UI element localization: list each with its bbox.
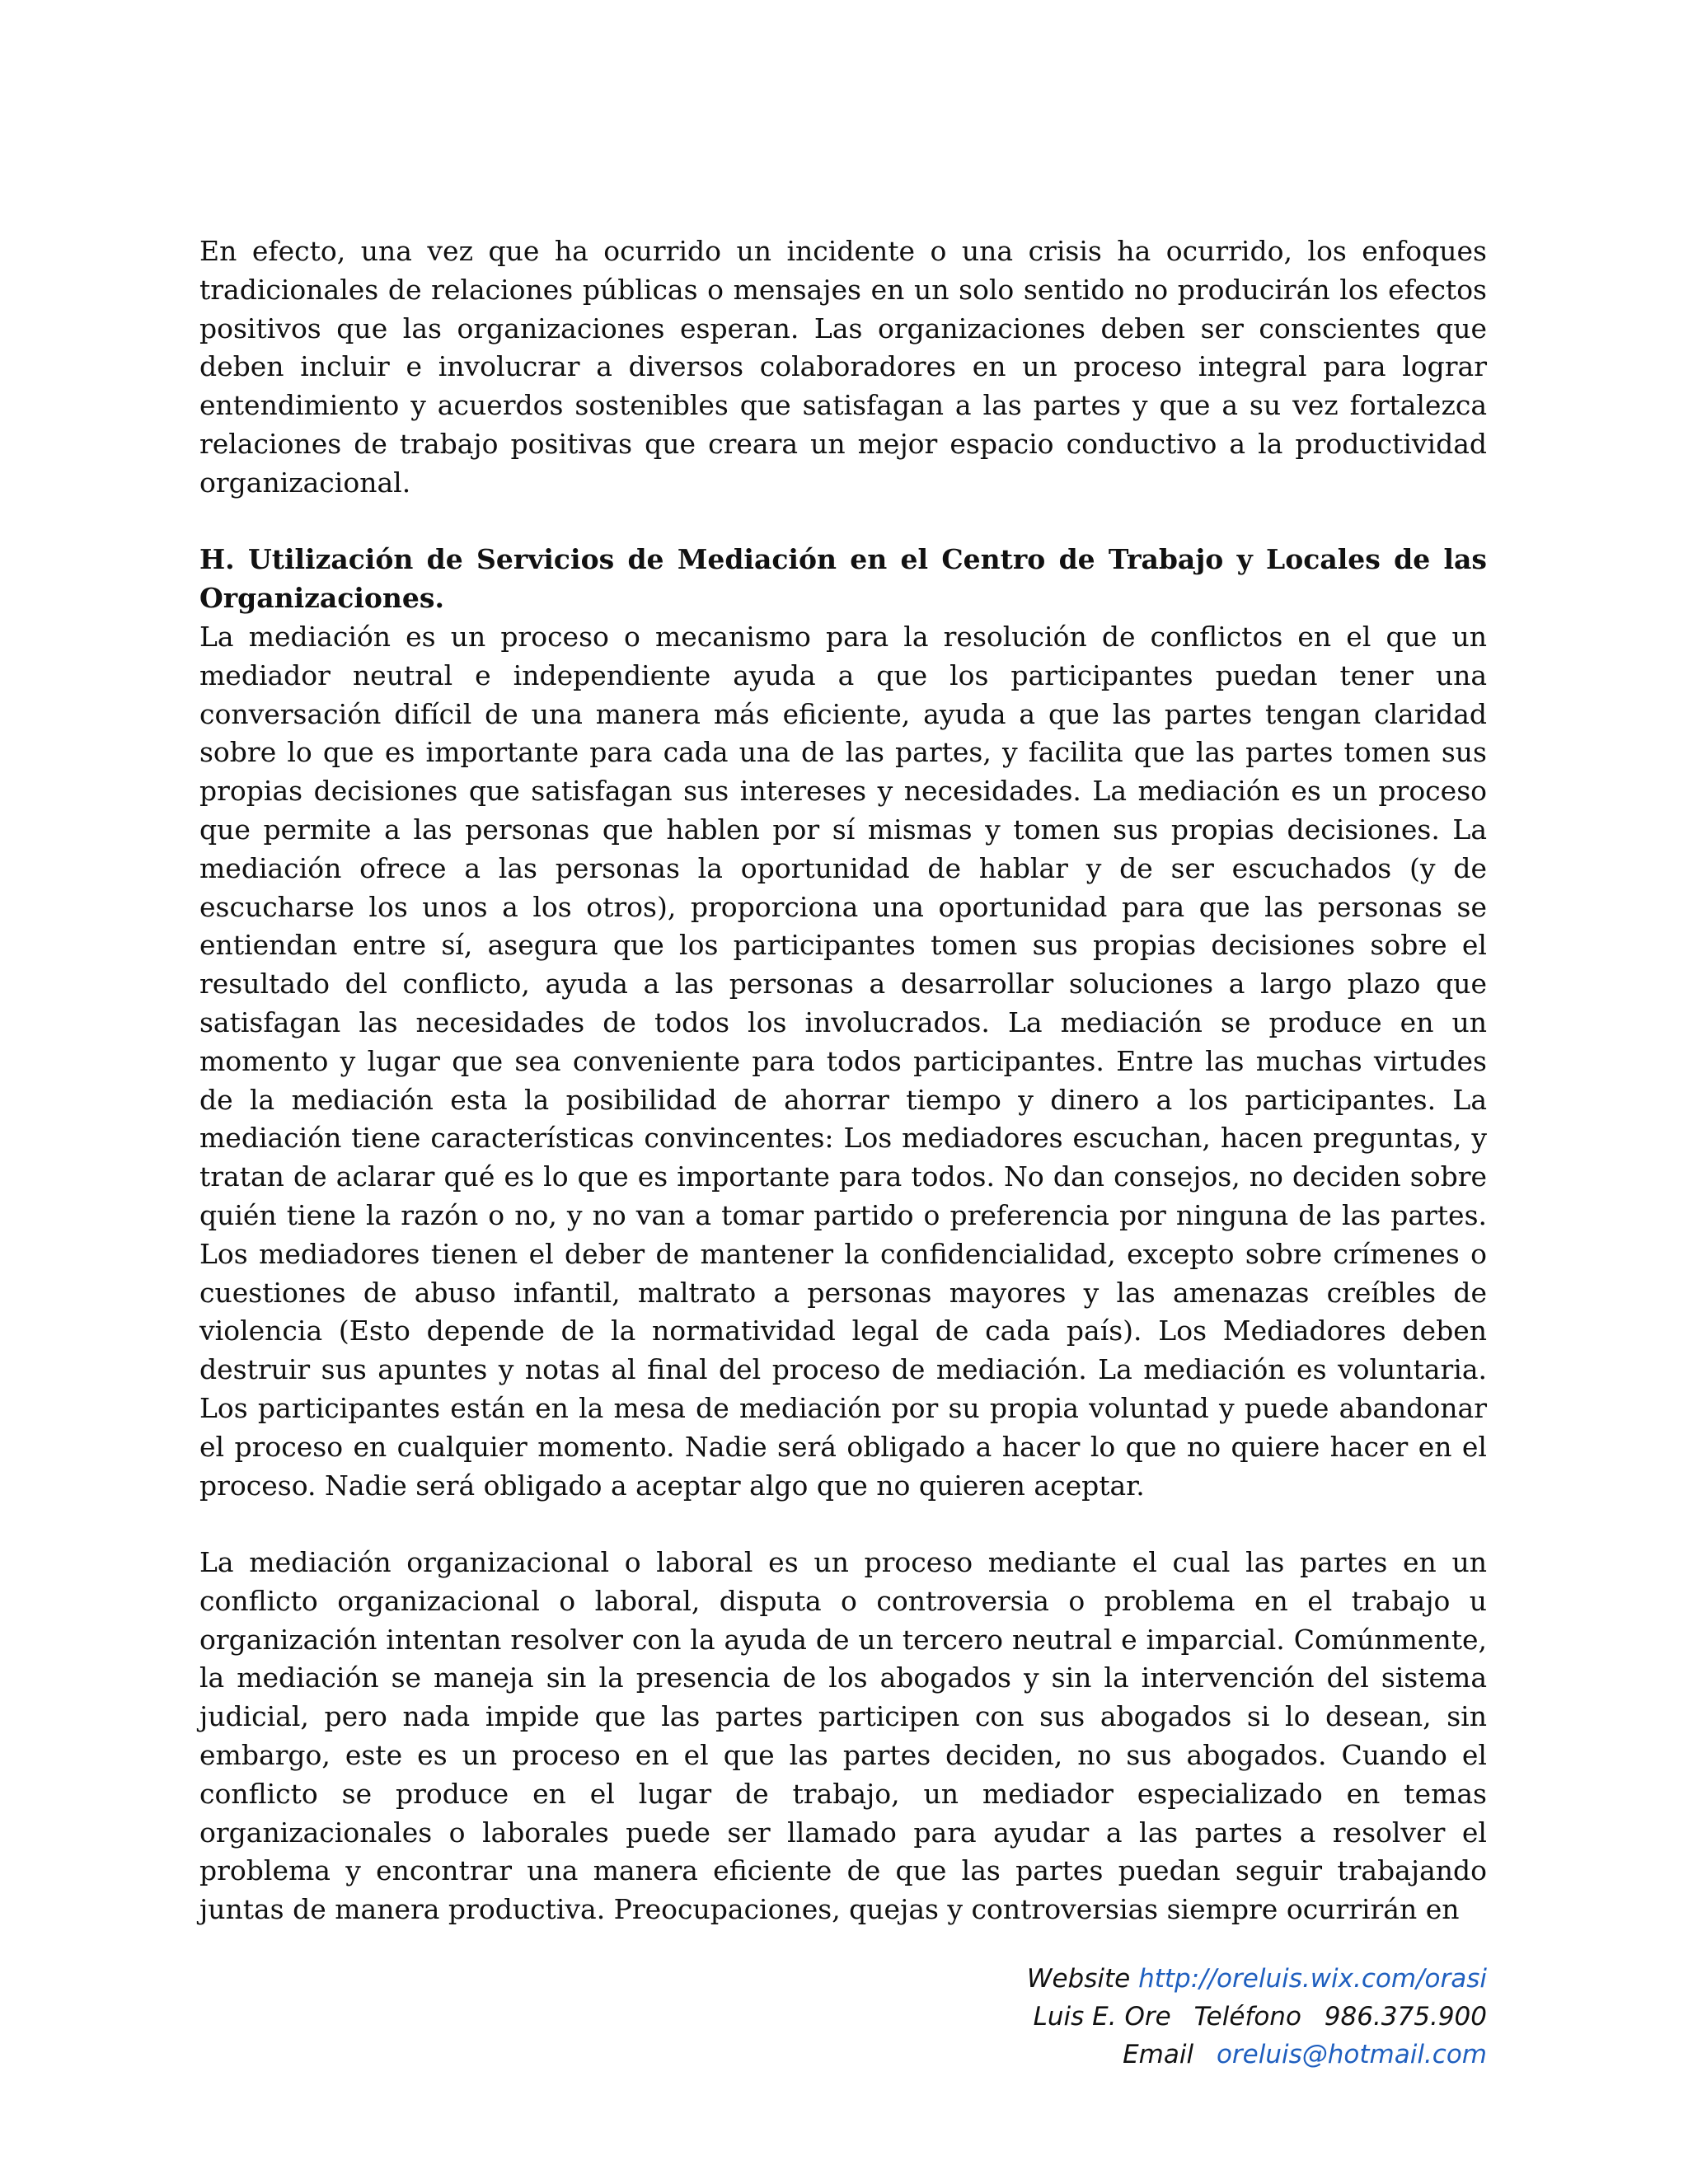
footer-phone-line <box>1027 1998 1487 2036</box>
paragraph-organizational-mediation: La mediación organizacional o laboral es un proceso mediante el cual las partes en un conflicto organizacional o laboral, disputa o controversia o problema en el trabajo u organización intentan resolver con la ayuda de un tercero neutral e imparcial. Comúnmente, la mediación se maneja sin la presencia de los abogados y sin la intervención del sistema judicial, pero nada impide que las partes participen con sus abogados si lo desean, sin embargo, este es un proceso en el que las partes deciden, no sus abogados. Cuando el conflicto se produce en el lugar de trabajo, un mediador especializado en temas organizacionales o laborales puede ser llamado para ayudar a las partes a resolver el problema y encontrar una manera eficiente de que las partes puedan seguir trabajando juntas de manera productiva. Preocupaciones, quejas y controversias siempre ocurrirán en <box>199 1546 1487 1926</box>
footer-website-label: Website <box>1026 1964 1131 1994</box>
footer-phone-number: 986.375.900 <box>1324 2002 1487 2032</box>
footer-website-line <box>1027 1960 1487 1998</box>
paragraph-mediation-definition: La mediación es un proceso o mecanismo para la resolución de conflictos en el que un mediador neutral e independiente ayuda a que los participantes puedan tener una conversación difícil de una manera más eficiente, ayuda a que las partes tengan claridad sobre lo que es importante para cada una de las partes, y facilita que las partes tomen sus propias decisiones que satisfagan sus intereses y necesidades. La mediación es un proceso que permite a las personas que hablen por sí mismas y tomen sus propias decisiones. La mediación ofrece a las personas la oportunidad de hablar y de ser escuchados (y de escucharse los unos a los otros), proporciona una oportunidad para que las personas se entiendan entre sí, asegura que los participantes tomen sus propias decisiones sobre el resultado del conflicto, ayuda a las personas a desarrollar soluciones a largo plazo que satisfagan las necesidades de todos los involucrados. La mediación se produce en un momento y lugar que sea conveniente para todos participantes. Entre las muchas virtudes de la mediación esta la posibilidad de ahorrar tiempo y dinero a los participantes. La mediación tiene características convincentes: Los mediadores escuchan, hacen preguntas, y tratan de aclarar qué es lo que es importante para todos. No dan consejos, no deciden sobre quién tiene la razón o no, y no van a tomar partido o preferencia por ninguna de las partes. Los mediadores tienen el deber de mantener la confidencialidad, excepto sobre crímenes o cuestiones de abuso infantil, maltrato a personas mayores y las amenazas creíbles de violencia (Esto depende de la normatividad legal de cada país). Los Mediadores deben destruir sus apuntes y notas al final del proceso de mediación. La mediación es voluntaria. Los participantes están en la mesa de mediación por su propia voluntad y puede abandonar el proceso en cualquier momento. Nadie será obligado a hacer lo que no quiere hacer en el proceso. Nadie será obligado a aceptar algo que no quieren aceptar. <box>199 620 1487 1502</box>
footer-email-link[interactable]: oreluis@hotmail.com <box>1216 2040 1487 2069</box>
footer-email-label: Email <box>1123 2040 1194 2069</box>
contact-footer <box>1027 1960 1487 2074</box>
footer-phone-label: Teléfono <box>1193 2002 1301 2032</box>
section-heading-h: H. Utilización de Servicios de Mediación en el Centro de Trabajo y Locales de las Organizaciones. <box>199 543 1487 615</box>
footer-website-link[interactable]: http://oreluis.wix.com/orasi <box>1138 1964 1487 1994</box>
footer-name: Luis E. Ore <box>1033 2002 1171 2032</box>
document-body <box>199 232 1487 1929</box>
paragraph-crisis-approaches: En efecto, una vez que ha ocurrido un incidente o una crisis ha ocurrido, los enfoques tradicionales de relaciones públicas o mensajes en un solo sentido no producirán los efectos positivos que las organizaciones esperan. Las organizaciones deben ser conscientes que deben incluir e involucrar a diversos colaboradores en un proceso integral para lograr entendimiento y acuerdos sostenibles que satisfagan a las partes y que a su vez fortalezca relaciones de trabajo positivas que creara un mejor espacio conductivo a la productividad organizacional. <box>199 235 1487 499</box>
paragraph-gap <box>199 503 1487 541</box>
paragraph-gap <box>199 1505 1487 1544</box>
footer-email-line <box>1027 2036 1487 2074</box>
